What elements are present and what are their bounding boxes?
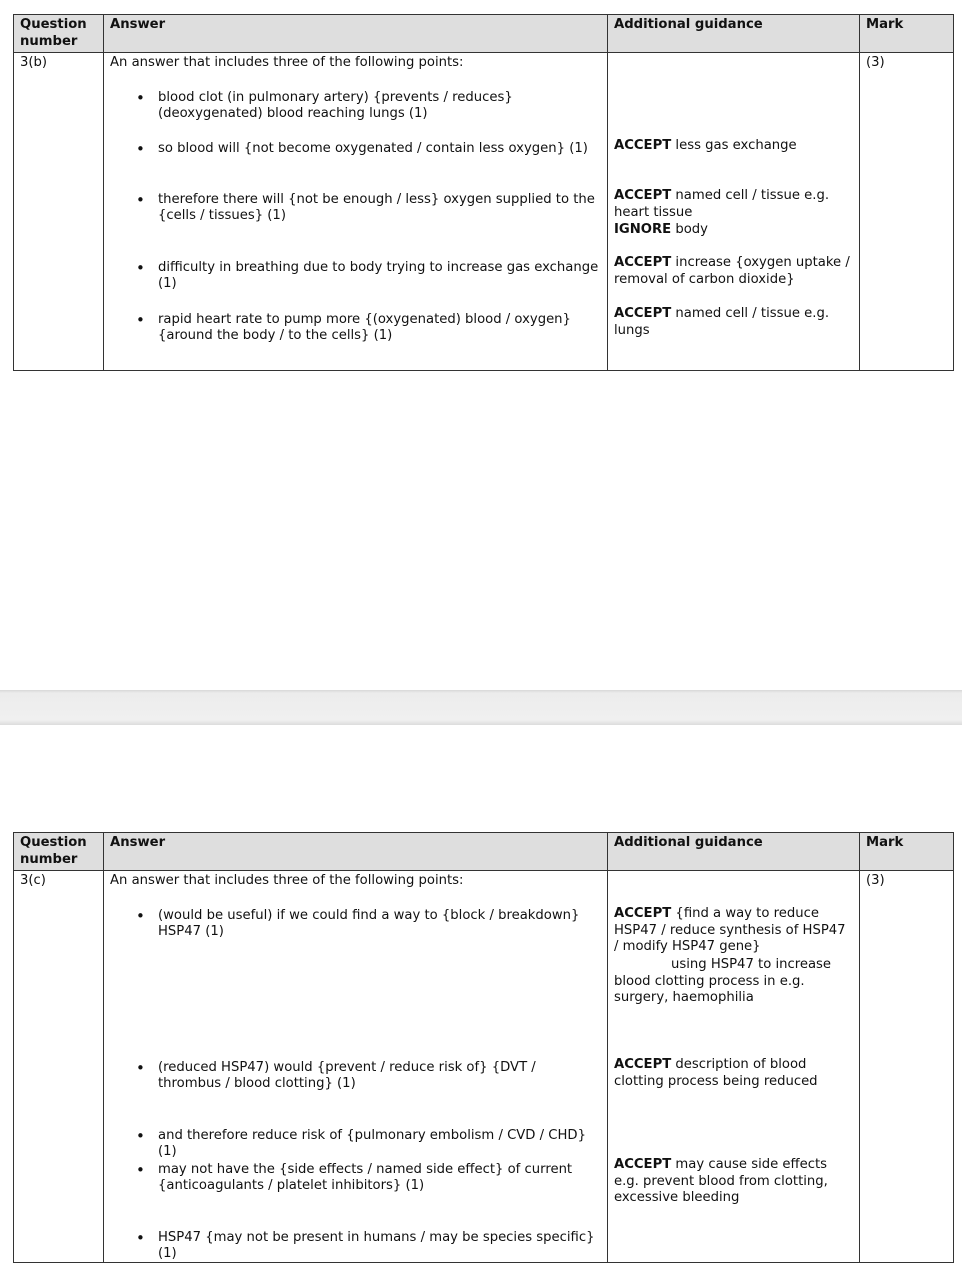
answer-point: • HSP47 {may not be present in humans / may be species specific} (1) bbox=[158, 1230, 601, 1263]
answer-point: • and therefore reduce risk of {pulmonary embolism / CVD / CHD} (1) bbox=[158, 1128, 601, 1161]
header-question-number: Question number bbox=[14, 833, 104, 871]
answer-point: • rapid heart rate to pump more {(oxygenated) blood / oxygen} {around the body / to the cells} (1) bbox=[158, 312, 601, 345]
guidance-note: ACCEPT {find a way to reduce HSP47 / reduce synthesis of HSP47 / modify HSP47 gene} bbox=[614, 906, 846, 954]
guidance-note: ACCEPT may cause side effects e.g. prevent blood from clotting, excessive bleeding bbox=[614, 1157, 828, 1205]
guidance-note: ACCEPT increase {oxygen uptake / removal of carbon dioxide} bbox=[614, 255, 850, 287]
header-mark: Mark bbox=[860, 15, 954, 53]
page-break bbox=[0, 690, 962, 725]
answer-cell bbox=[104, 871, 608, 1263]
guidance-note: using HSP47 to increase blood clotting process in e.g. surgery, haemophilia bbox=[614, 957, 832, 1005]
guidance-note: IGNORE body bbox=[614, 222, 708, 237]
header-answer: Answer bbox=[104, 833, 608, 871]
header-question-number: Question number bbox=[14, 15, 104, 53]
question-number: 3(c) bbox=[14, 871, 104, 1263]
answer-intro: An answer that includes three of the following points: bbox=[110, 55, 464, 70]
guidance-note: ACCEPT named cell / tissue e.g. lungs bbox=[614, 306, 830, 338]
guidance-note: ACCEPT description of blood clotting process being reduced bbox=[614, 1057, 818, 1089]
header-additional-guidance: Additional guidance bbox=[608, 833, 860, 871]
header-row bbox=[14, 833, 954, 871]
answer-point: • blood clot (in pulmonary artery) {prevents / reduces} (deoxygenated) blood reaching lungs (1) bbox=[158, 90, 601, 123]
answer-point: • therefore there will {not be enough / less} oxygen supplied to the {cells / tissues} (1) bbox=[158, 192, 601, 225]
header-answer: Answer bbox=[104, 15, 608, 53]
question-number: 3(b) bbox=[14, 53, 104, 371]
mark-scheme-table-3c bbox=[13, 832, 954, 1263]
answer-point: • so blood will {not become oxygenated / contain less oxygen} (1) bbox=[158, 141, 601, 158]
answer-row-3b bbox=[14, 53, 954, 371]
header-mark: Mark bbox=[860, 833, 954, 871]
header-row bbox=[14, 15, 954, 53]
answer-point: • difficulty in breathing due to body trying to increase gas exchange (1) bbox=[158, 260, 601, 293]
answer-point: • (reduced HSP47) would {prevent / reduce risk of} {DVT / thrombus / blood clotting} (1) bbox=[158, 1060, 601, 1093]
mark-value: (3) bbox=[860, 871, 954, 1263]
answer-intro: An answer that includes three of the following points: bbox=[110, 873, 464, 888]
mark-value: (3) bbox=[860, 53, 954, 371]
guidance-cell bbox=[608, 871, 860, 1263]
answer-cell bbox=[104, 53, 608, 371]
answer-row-3c bbox=[14, 871, 954, 1263]
guidance-note: ACCEPT less gas exchange bbox=[614, 138, 797, 153]
header-additional-guidance: Additional guidance bbox=[608, 15, 860, 53]
guidance-cell bbox=[608, 53, 860, 371]
answer-point: • may not have the {side effects / named side effect} of current {anticoagulants / platelet inhibitors} (1) bbox=[158, 1162, 601, 1195]
mark-scheme-table-3b bbox=[13, 14, 954, 371]
answer-point: • (would be useful) if we could find a way to {block / breakdown} HSP47 (1) bbox=[158, 908, 601, 941]
guidance-note: ACCEPT named cell / tissue e.g. heart tissue bbox=[614, 188, 830, 220]
